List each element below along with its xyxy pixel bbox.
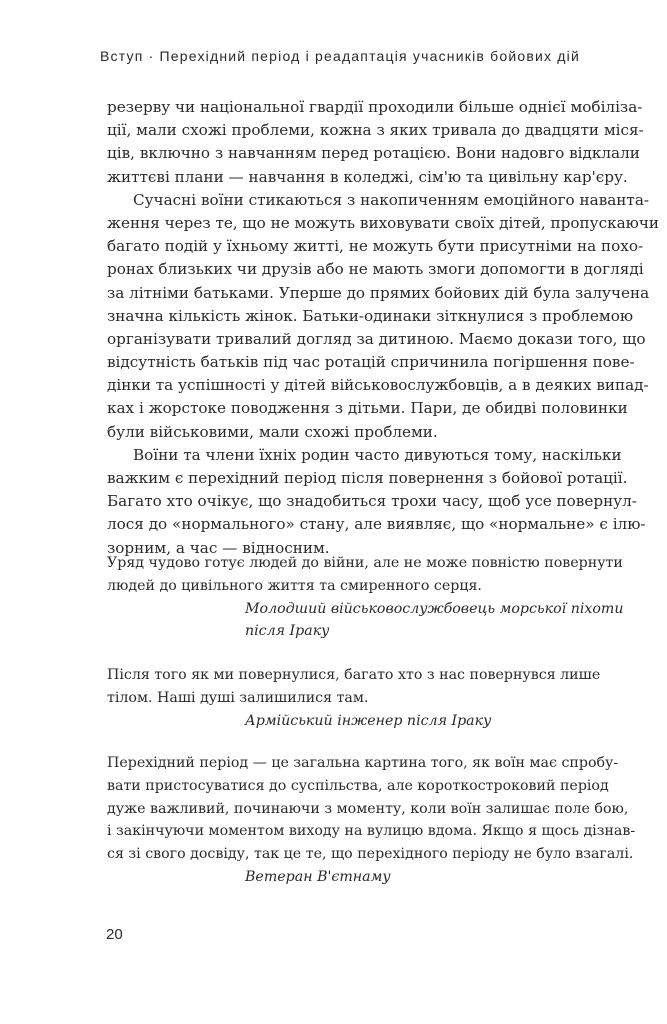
text-line: Воїни та члени їхніх родин часто дивуються тому, наскільки <box>133 445 622 464</box>
quote-line: тілом. Наші душі залишилися там. <box>107 689 369 706</box>
epigraph-quote <box>107 664 601 732</box>
quote-line: дуже важливий, починаючи з моменту, коли воїн залишає поле бою, <box>107 800 629 817</box>
body-text <box>107 96 660 560</box>
text-line: ження через те, що не можуть виховувати своїх дітей, пропускаючи <box>107 213 660 232</box>
text-line: ції, мали схожі проблеми, кожна з яких тривала до двадцяти міся- <box>107 121 644 140</box>
text-line: ронах близьких чи друзів або не мають змоги допомогти в догляді <box>107 260 644 279</box>
epigraph-quote <box>107 552 624 643</box>
quote-line: ся зі свого досвіду, так це те, що перехідного періоду не було взагалі. <box>107 846 634 863</box>
text-line: лося до «нормального» стану, але виявляє, що «нормальне» є ілю- <box>107 515 646 534</box>
quote-attribution: Армійський інженер після Іраку <box>245 712 492 729</box>
text-line: за літніми батьками. Уперше до прямих бойових дій була залучена <box>107 283 650 302</box>
text-line: дінки та успішності у дітей військовослужбовців, а в деяких випад- <box>107 376 649 395</box>
text-line: були військовими, мали схожі проблеми. <box>107 422 438 441</box>
quote-line: Перехідний період — це загальна картина того, як воїн має спробу- <box>107 755 619 771</box>
text-line: ців, включно з навчанням перед ротацією. Вони надовго відклали <box>107 144 640 163</box>
text-line: відсутність батьків під час ротацій спричинила погіршення пове- <box>107 353 635 372</box>
page-number: 20 <box>106 926 123 943</box>
text-line: Багато хто очікує, що знадобиться трохи часу, щоб усе повернул- <box>107 492 637 511</box>
quote-attribution: Ветеран В'єтнаму <box>245 868 391 885</box>
text-line: життєві плани — навчання в коледжі, сім'ю та цивільну кар'єру. <box>107 167 628 186</box>
text-line: організувати тривалий догляд за дитиною. Маємо докази того, що <box>107 329 646 348</box>
text-line: важким є перехідний період після повернення з бойової ротації. <box>107 469 628 487</box>
text-line: Сучасні воїни стикаються з накопиченням емоційного наванта- <box>133 190 650 209</box>
epigraph-quote <box>107 752 636 889</box>
text-line: резерву чи національної гвардії проходили більше однієї мобіліза- <box>107 98 643 116</box>
running-head: Вступ · Перехідний період і реадаптація учасників бойових дій <box>100 48 580 64</box>
quote-attribution: Молодший військовослужбовець морської піхоти <box>245 600 624 617</box>
quote-line: і закінчуючи моментом виходу на вулицю вдома. Якщо я щось дізнав- <box>107 823 636 840</box>
quote-line: Після того як ми повернулися, багато хто з нас повернувся лише <box>107 667 601 683</box>
text-line: багато подій у їхньому житті, не можуть бути присутніми на похо- <box>107 237 644 256</box>
text-line: значна кількість жінок. Батьки-одинаки зіткнулися з проблемою <box>107 306 634 325</box>
quote-line: Уряд чудово готує людей до війни, але не може повністю повернути <box>107 555 623 571</box>
quote-attribution: після Іраку <box>245 623 330 640</box>
text-line: зорним, а час — відносним. <box>107 538 330 557</box>
text-line: ках і жорстоке поводження з дітьми. Пари, де обидві половинки <box>107 399 628 418</box>
quote-line: вати пристосуватися до суспільства, але короткостроковий період <box>107 777 609 794</box>
quote-line: людей до цивільного життя та смиренного серця. <box>107 577 482 594</box>
